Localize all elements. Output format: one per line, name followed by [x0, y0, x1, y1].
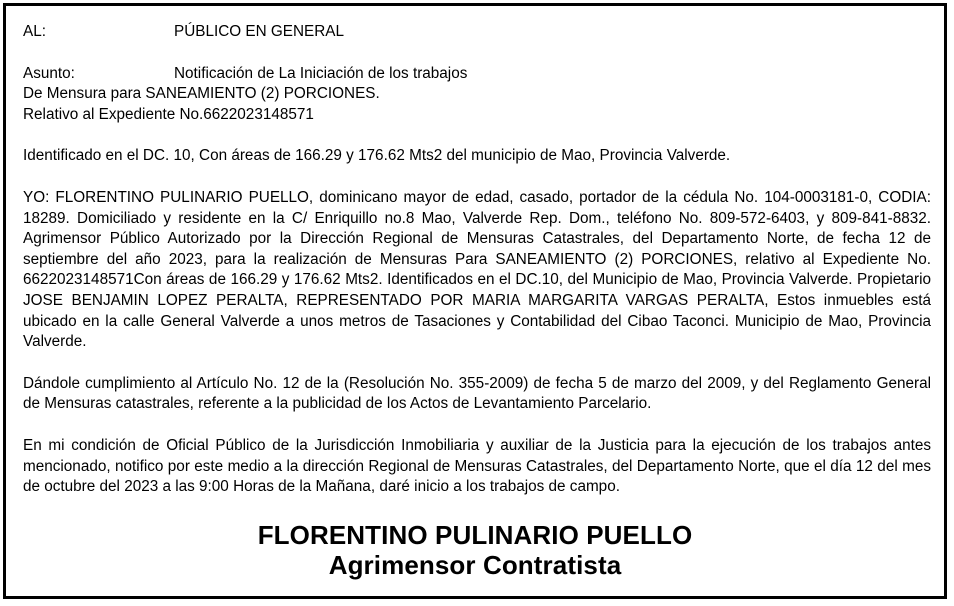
notification-paragraph: En mi condición de Oficial Público de la Jurisdicción Inmobiliaria y auxiliar de la Justicia para la ejecución de los trabajos antes mencionado, notifico por este medio a la dirección Regional de Mensuras Catastrales, del Departamento Norte, que el día 12 del mes de octubre del 2023 a las 9:00 Horas de la Mañana, daré inicio a los trabajos de campo.: [23, 436, 931, 496]
spacer: [23, 167, 931, 188]
identification-paragraph: Identificado en el DC. 10, Con áreas de 166.29 y 176.62 Mts2 del municipio de Mao, Provincia Valverde.: [23, 147, 731, 165]
spacer: [23, 43, 931, 64]
public-notice: [3, 3, 947, 599]
recipient-value: PÚBLICO EN GENERAL: [174, 23, 345, 40]
spacer: [23, 125, 931, 146]
statement-paragraph: YO: FLORENTINO PULINARIO PUELLO, dominicano mayor de edad, casado, portador de la cédula No. 104-0003181-0, CODIA: 18289. Domiciliado y residente en la C/ Enriquillo no.8 Mao, Valverde Rep. Dom., teléfono No. 809-572-6403, y 809-841-8832. Agrimensor Público Autorizado por la Dirección Regional de Mensuras Catastrales, del Departamento Norte, de fecha 12 de septiembre del año 2023, para la realización de Mensuras Para SANEAMIENTO (2) PORCIONES, relativo al Expediente No. 6622023148571Con áreas de 166.29 y 176.62 Mts2. Identificados en el DC.10, del Municipio de Mao, Provincia Valverde. Propietario JOSE BENJAMIN LOPEZ PERALTA, REPRESENTADO POR MARIA MARGARITA VARGAS PERALTA, Estos inmuebles está ubicado en la calle General Valverde a unos metros de Tasaciones y Contabilidad del Cibao Taconci. Municipio de Mao, Provincia Valverde.: [23, 188, 931, 351]
signature-title: Agrimensor Contratista: [328, 550, 622, 580]
subject-row: [23, 64, 931, 85]
spacer: [23, 415, 931, 436]
compliance-paragraph: Dándole cumplimiento al Artículo No. 12 de la (Resolución No. 355-2009) de fecha 5 de marzo del 2009, y del Reglamento General de Mensuras catastrales, referente a la publicidad de los Actos de Levantamiento Parcelario.: [23, 374, 931, 413]
recipient-row: [23, 22, 931, 43]
recipient-label: AL:: [23, 23, 46, 40]
spacer: [23, 353, 931, 374]
subject-label: Asunto:: [23, 64, 75, 82]
subject-value: Notificación de La Iniciación de los trabajos: [174, 64, 468, 82]
signature-name: FLORENTINO PULINARIO PUELLO: [257, 520, 693, 550]
notice-body: [23, 22, 931, 498]
subject-line-3: Relativo al Expediente No.6622023148571: [23, 105, 314, 123]
subject-line-2: De Mensura para SANEAMIENTO (2) PORCIONES.: [23, 85, 380, 103]
